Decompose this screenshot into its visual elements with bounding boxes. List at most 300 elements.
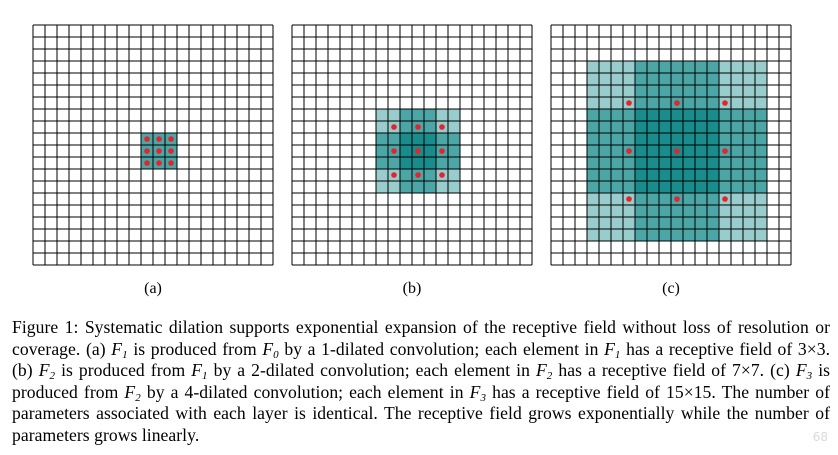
receptive-cell [587,205,599,217]
receptive-cell [647,61,659,73]
receptive-cell [635,169,647,181]
receptive-cell [587,97,599,109]
receptive-cell [719,61,731,73]
receptive-cell [611,217,623,229]
caption-text: has a receptive field of 15×15. The number of parameters associated with each layer is identical. The receptive field grows exponentially while the number of parameters grows linearly. [12,381,831,445]
receptive-cell [755,205,767,217]
receptive-cell [376,109,388,121]
receptive-cell [707,205,719,217]
receptive-cell [635,73,647,85]
receptive-cell [671,85,683,97]
receptive-cell [587,73,599,85]
receptive-cell [671,157,683,169]
receptive-cell [695,217,707,229]
receptive-cell [424,133,436,145]
caption-text: is produced from [61,360,186,381]
kernel-tap-dot [168,136,174,142]
receptive-cell [659,193,671,205]
receptive-cell [659,229,671,241]
receptive-cell [388,181,400,193]
kernel-tap-dot [144,160,150,166]
receptive-cell [400,109,412,121]
receptive-cell [755,109,767,121]
kernel-tap-dot [156,148,162,154]
receptive-cell [436,181,448,193]
kernel-tap-dot [439,148,445,154]
receptive-cell [647,73,659,85]
receptive-cell [647,133,659,145]
receptive-cell [719,109,731,121]
receptive-cell [611,121,623,133]
receptive-cell [707,133,719,145]
receptive-cell [623,229,635,241]
receptive-cell [755,133,767,145]
receptive-cell [755,181,767,193]
receptive-cell [611,85,623,97]
receptive-cell [448,133,460,145]
receptive-cell [587,61,599,73]
receptive-cell [743,121,755,133]
receptive-cell [719,73,731,85]
receptive-cell [635,229,647,241]
receptive-cell [587,217,599,229]
receptive-cell [623,205,635,217]
receptive-cell [623,217,635,229]
math-f2: $F_2$ [38,360,56,383]
receptive-cell [587,229,599,241]
panel-b-grid [292,25,532,265]
receptive-cell [671,61,683,73]
caption-text: is produced from [133,338,257,359]
receptive-cell [707,73,719,85]
receptive-cell [599,157,611,169]
receptive-cell [400,169,412,181]
math-f2: $F_2$ [124,381,141,404]
kernel-tap-dot [674,148,680,154]
receptive-cell [436,133,448,145]
receptive-cell [635,145,647,157]
receptive-cell [587,145,599,157]
receptive-cell [695,145,707,157]
math-f0: $F_0$ [262,338,279,361]
receptive-cell [448,157,460,169]
receptive-cell [683,85,695,97]
receptive-cell [671,229,683,241]
receptive-cell [611,145,623,157]
receptive-cell [731,229,743,241]
receptive-cell [719,181,731,193]
receptive-cell [599,109,611,121]
receptive-cell [623,61,635,73]
receptive-cell [412,181,424,193]
figure-number: Figure 1: [12,317,79,337]
receptive-cell [755,157,767,169]
receptive-cell [743,145,755,157]
receptive-cell [635,133,647,145]
receptive-cell [743,205,755,217]
receptive-cell [623,181,635,193]
receptive-cell [647,169,659,181]
receptive-cell [755,229,767,241]
receptive-cell [647,205,659,217]
receptive-cell [587,109,599,121]
receptive-cell [599,133,611,145]
receptive-cell [635,217,647,229]
receptive-cell [743,181,755,193]
panel-c-label: (c) [662,280,680,297]
receptive-cell [623,133,635,145]
receptive-cell [388,157,400,169]
caption-text: has a receptive field of 7×7. (c) [558,360,790,381]
receptive-cell [707,217,719,229]
receptive-cell [611,157,623,169]
receptive-cell [695,121,707,133]
figure-caption [12,317,830,447]
receptive-cell [719,121,731,133]
receptive-cell [731,193,743,205]
receptive-cell [599,61,611,73]
receptive-cell [647,97,659,109]
math-f1: $F_1$ [111,338,128,361]
kernel-tap-dot [156,136,162,142]
kernel-tap-dot [722,196,728,202]
receptive-cell [611,229,623,241]
receptive-cell [599,85,611,97]
receptive-cell [707,193,719,205]
receptive-cell [695,229,707,241]
receptive-cell [695,181,707,193]
receptive-cell [659,73,671,85]
receptive-cell [695,133,707,145]
grid-lines [33,25,273,265]
receptive-cell [376,133,388,145]
receptive-cell [424,157,436,169]
receptive-cell [695,85,707,97]
receptive-cell [671,181,683,193]
receptive-cell [587,133,599,145]
receptive-cell [755,121,767,133]
receptive-cell [695,157,707,169]
receptive-cell [731,181,743,193]
receptive-cell [671,121,683,133]
receptive-cell [647,157,659,169]
receptive-cell [424,145,436,157]
caption-text: Systematic dilation supports exponential expansion of the receptive field without loss of resolution or coverage. (a) [12,317,831,359]
receptive-cell [659,61,671,73]
receptive-cell [599,181,611,193]
receptive-cell [611,205,623,217]
receptive-cell [647,85,659,97]
receptive-cell [587,157,599,169]
receptive-cell [659,205,671,217]
receptive-cell [695,169,707,181]
receptive-cell [424,109,436,121]
receptive-cell [376,121,388,133]
receptive-cell [611,193,623,205]
grid-lines [551,25,791,265]
receptive-cell [743,133,755,145]
receptive-cell [707,157,719,169]
receptive-cell [731,97,743,109]
receptive-cell [707,169,719,181]
receptive-cell [719,85,731,97]
receptive-cell [743,61,755,73]
panel-b-label: (b) [402,280,422,297]
receptive-cell [671,169,683,181]
receptive-cell [719,133,731,145]
receptive-cell [743,109,755,121]
receptive-cell [448,121,460,133]
receptive-cell [683,109,695,121]
receptive-cell [400,121,412,133]
kernel-tap-dot [626,196,632,202]
receptive-cell [659,181,671,193]
receptive-cell [635,193,647,205]
receptive-cell [659,109,671,121]
receptive-cell [599,229,611,241]
receptive-cell [683,121,695,133]
receptive-cell [424,181,436,193]
kernel-tap-dot [144,148,150,154]
watermark: 68 [812,430,828,444]
receptive-cell [743,85,755,97]
kernel-tap-dot [626,100,632,106]
kernel-tap-dot [391,172,397,178]
receptive-cell [647,109,659,121]
receptive-cell [707,97,719,109]
receptive-cell [755,97,767,109]
receptive-cell [659,145,671,157]
receptive-cell [671,217,683,229]
receptive-cell [683,61,695,73]
panel-a-label: (a) [144,280,162,297]
receptive-cell [623,109,635,121]
receptive-cell [695,193,707,205]
receptive-cell [611,181,623,193]
receptive-cell [731,109,743,121]
receptive-cell [623,73,635,85]
receptive-cell [376,145,388,157]
receptive-cell [731,205,743,217]
receptive-cell [695,73,707,85]
receptive-cell [755,217,767,229]
caption-text: by a 4-dilated convolution; each element in [146,381,464,402]
receptive-cell [587,193,599,205]
receptive-cell [635,157,647,169]
receptive-cell [743,157,755,169]
math-f1: $F_1$ [604,338,621,361]
receptive-cell [659,121,671,133]
receptive-cell [635,181,647,193]
receptive-cell [695,61,707,73]
receptive-cell [707,85,719,97]
receptive-cell [755,85,767,97]
receptive-cell [731,133,743,145]
receptive-cell [743,73,755,85]
receptive-cell [683,181,695,193]
receptive-cell [659,85,671,97]
math-f3: $F_3$ [795,360,813,383]
caption-text: by a 1-dilated convolution; each element in [284,338,599,359]
receptive-cell [755,169,767,181]
receptive-cell [599,217,611,229]
kernel-tap-dot [391,148,397,154]
kernel-tap-dot [415,124,421,130]
receptive-cell [587,121,599,133]
math-f2: $F_2$ [535,360,553,383]
kernel-tap-dot [626,148,632,154]
receptive-cell [659,157,671,169]
kernel-tap-dot [674,100,680,106]
receptive-cell [635,205,647,217]
receptive-cell [412,157,424,169]
caption-text: by a 2-dilated convolution; each element in [213,360,530,381]
receptive-cell [683,145,695,157]
receptive-cell [695,205,707,217]
receptive-cell [623,169,635,181]
receptive-cell [683,133,695,145]
receptive-cell [400,181,412,193]
receptive-cell [755,193,767,205]
receptive-cell [671,73,683,85]
receptive-cell [743,97,755,109]
receptive-cell [388,109,400,121]
receptive-cell [743,169,755,181]
receptive-cell [695,97,707,109]
receptive-cell [671,133,683,145]
kernel-tap-dot [439,124,445,130]
receptive-cell [400,133,412,145]
receptive-cell [412,109,424,121]
receptive-cell [635,109,647,121]
receptive-cell [448,181,460,193]
receptive-cell [599,73,611,85]
kernel-tap-dot [156,160,162,166]
kernel-tap-dot [439,172,445,178]
receptive-cell [611,73,623,85]
receptive-cell [731,61,743,73]
receptive-cell [731,73,743,85]
receptive-cell [424,121,436,133]
receptive-cell [623,157,635,169]
receptive-cell [611,169,623,181]
receptive-cell [707,121,719,133]
receptive-cell [707,181,719,193]
kernel-tap-dot [722,100,728,106]
receptive-cell [599,205,611,217]
receptive-cell [587,169,599,181]
receptive-cell [647,121,659,133]
receptive-cell [599,145,611,157]
receptive-cell [448,145,460,157]
receptive-cell [731,169,743,181]
receptive-cell [719,205,731,217]
receptive-cell [623,85,635,97]
kernel-tap-dot [144,136,150,142]
receptive-cell [611,61,623,73]
receptive-cell [743,217,755,229]
receptive-cell [647,229,659,241]
receptive-cell [611,133,623,145]
receptive-cell [707,61,719,73]
receptive-cell [743,193,755,205]
kernel-tap-dot [168,148,174,154]
receptive-cell [683,157,695,169]
kernel-tap-dot [674,196,680,202]
receptive-cell [719,217,731,229]
receptive-cell [695,109,707,121]
receptive-cell [599,169,611,181]
receptive-cell [412,133,424,145]
caption-text: is produced from [12,360,831,402]
receptive-cell [599,121,611,133]
receptive-cell [635,97,647,109]
receptive-cell [587,181,599,193]
receptive-cell [671,205,683,217]
kernel-tap-dot [722,148,728,154]
receptive-cell [635,61,647,73]
receptive-cell [623,121,635,133]
receptive-cell [683,229,695,241]
receptive-cell [587,85,599,97]
receptive-cell [400,145,412,157]
receptive-cell [659,97,671,109]
receptive-cell [719,169,731,181]
receptive-cell [731,157,743,169]
receptive-cell [707,145,719,157]
receptive-cell [647,145,659,157]
receptive-cell [611,109,623,121]
receptive-cell [388,133,400,145]
receptive-cell [635,121,647,133]
receptive-cell [659,169,671,181]
receptive-cell [707,229,719,241]
panel-c-grid [551,25,791,265]
receptive-cell [400,157,412,169]
receptive-cell [611,97,623,109]
caption-text: has a receptive field of 3×3. (b) [12,338,831,381]
receptive-cell [719,229,731,241]
receptive-cell [376,181,388,193]
receptive-cell [683,169,695,181]
receptive-cell [683,217,695,229]
receptive-cell [731,145,743,157]
receptive-cell [743,229,755,241]
receptive-cell [755,145,767,157]
receptive-cell [448,109,460,121]
kernel-tap-dot [168,160,174,166]
math-f3: $F_3$ [469,381,487,404]
receptive-cell [731,217,743,229]
receptive-cell [436,109,448,121]
receptive-cell [635,85,647,97]
receptive-cell [436,157,448,169]
kernel-tap-dot [415,172,421,178]
receptive-cell [376,157,388,169]
receptive-cell [647,193,659,205]
grid-lines [292,25,532,265]
receptive-cell [731,121,743,133]
receptive-cell [659,133,671,145]
receptive-cell [448,169,460,181]
receptive-cell [755,61,767,73]
receptive-cell [719,157,731,169]
receptive-cell [671,109,683,121]
receptive-cell [424,169,436,181]
receptive-cell [647,181,659,193]
receptive-cell [599,193,611,205]
receptive-cell [731,85,743,97]
